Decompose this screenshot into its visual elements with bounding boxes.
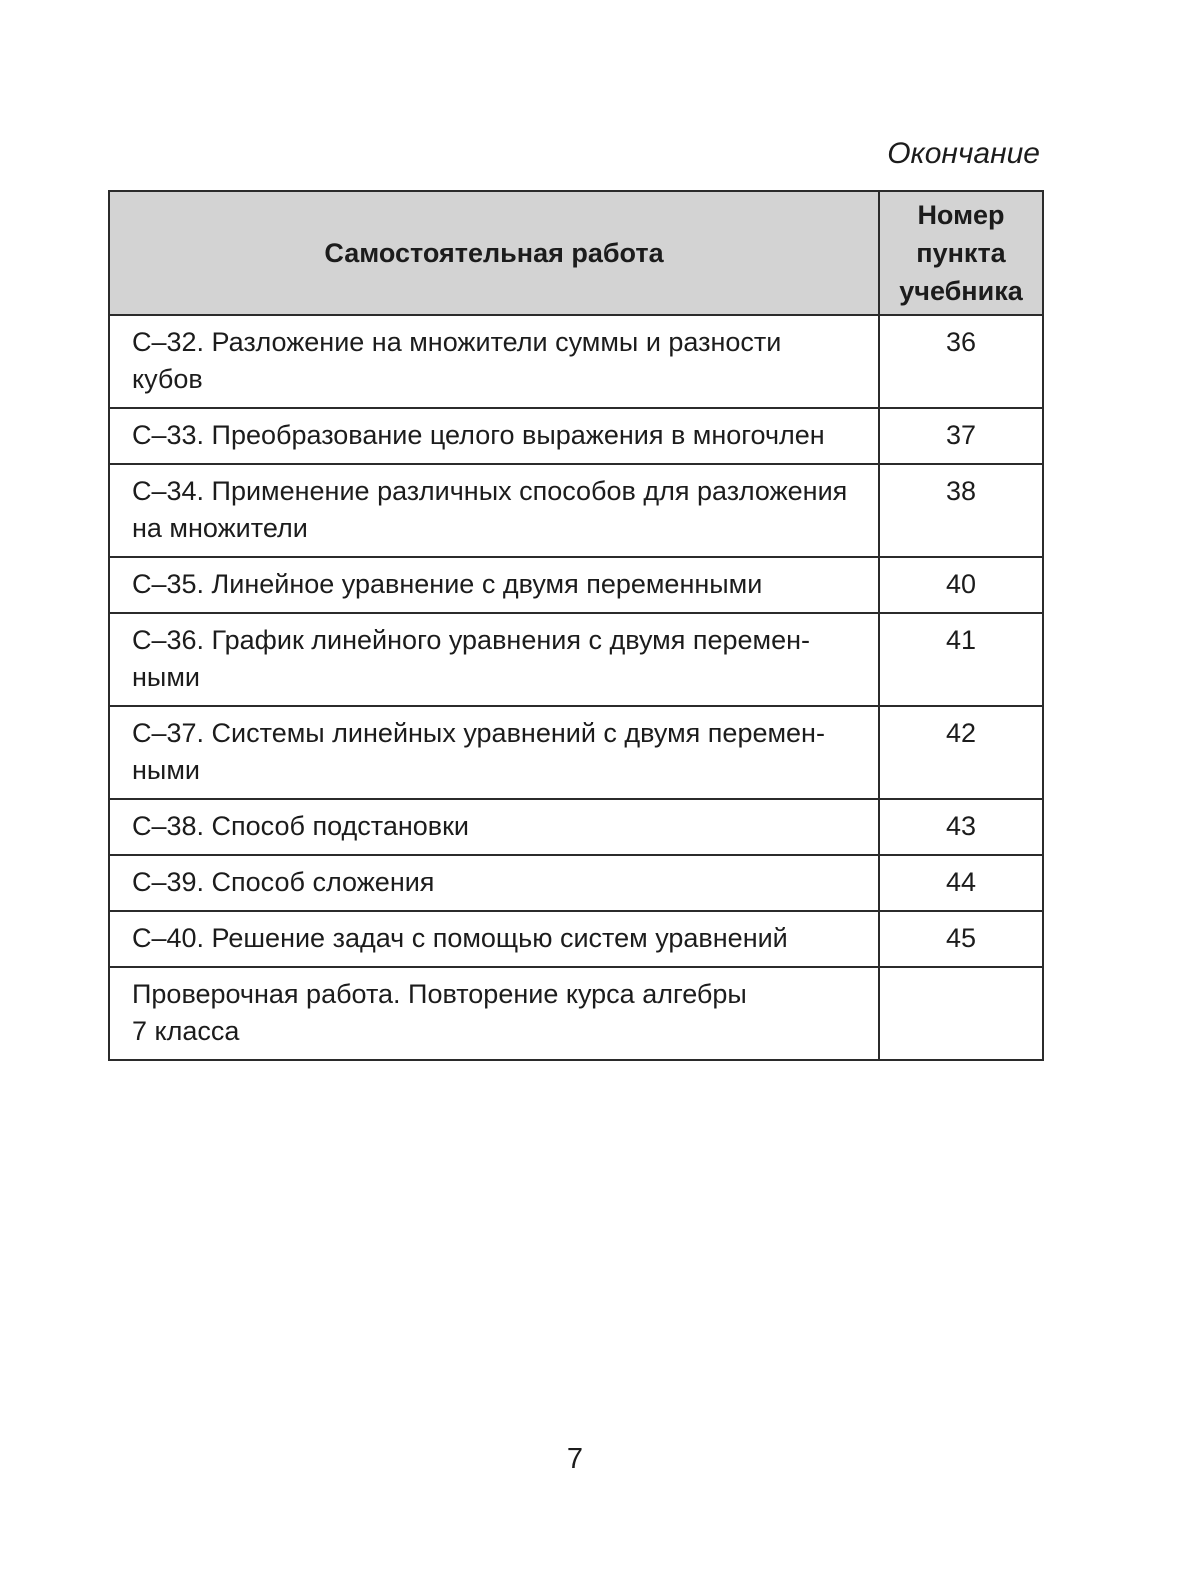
table-row (109, 799, 1043, 855)
work-title-line: 7 класса (132, 1016, 240, 1046)
table-header (109, 191, 1043, 315)
table-row (109, 967, 1043, 1060)
work-title-cell (109, 557, 879, 613)
work-number-cell: 45 (879, 911, 1043, 967)
table-row (109, 315, 1043, 408)
number-column-header: Номер пункта учебника (879, 191, 1043, 315)
work-title-cell (109, 315, 879, 408)
work-title-line: С–35. Линейное уравнение с двумя переменными (132, 569, 763, 599)
work-title-line: ными (132, 755, 200, 785)
table-row (109, 464, 1043, 557)
work-number-cell: 41 (879, 613, 1043, 706)
table-body (109, 315, 1043, 1060)
work-number-cell: 37 (879, 408, 1043, 464)
work-title-line: С–36. График линейного уравнения с двумя перемен- (132, 625, 810, 655)
table-header-row (109, 191, 1043, 315)
work-title-cell (109, 911, 879, 967)
work-title-line: С–34. Применение различных способов для разложения (132, 476, 848, 506)
works-table (108, 190, 1044, 1061)
work-number-cell: 40 (879, 557, 1043, 613)
work-title-cell (109, 613, 879, 706)
work-number-cell: 43 (879, 799, 1043, 855)
work-number-cell: 36 (879, 315, 1043, 408)
work-title-cell (109, 706, 879, 799)
work-title-line: С–32. Разложение на множители суммы и разности (132, 327, 782, 357)
page-number: 7 (566, 1443, 584, 1475)
work-number-cell (879, 967, 1043, 1060)
work-title-cell (109, 464, 879, 557)
work-title-line: на множители (132, 513, 308, 543)
work-column-header: Самостоятельная работа (109, 191, 879, 315)
continuation-label: Окончание (887, 137, 1040, 170)
table-row (109, 911, 1043, 967)
work-title-line: С–40. Решение задач с помощью систем уравнений (132, 923, 788, 953)
work-title-cell (109, 967, 879, 1060)
page-content (108, 0, 1042, 1061)
work-title-cell (109, 855, 879, 911)
work-title-line: ными (132, 662, 200, 692)
work-title-cell (109, 408, 879, 464)
work-number-cell: 38 (879, 464, 1043, 557)
table-row (109, 706, 1043, 799)
work-title-line: С–39. Способ сложения (132, 867, 435, 897)
work-number-cell: 42 (879, 706, 1043, 799)
work-number-cell: 44 (879, 855, 1043, 911)
work-title-line: С–38. Способ подстановки (132, 811, 470, 841)
table-row (109, 408, 1043, 464)
work-title-cell (109, 799, 879, 855)
work-title-line: С–37. Системы линейных уравнений с двумя перемен- (132, 718, 825, 748)
table-row (109, 613, 1043, 706)
table-row (109, 557, 1043, 613)
work-title-line: кубов (132, 364, 203, 394)
work-title-line: Проверочная работа. Повторение курса алгебры (132, 979, 747, 1009)
work-title-line: С–33. Преобразование целого выражения в многочлен (132, 420, 825, 450)
table-row (109, 855, 1043, 911)
